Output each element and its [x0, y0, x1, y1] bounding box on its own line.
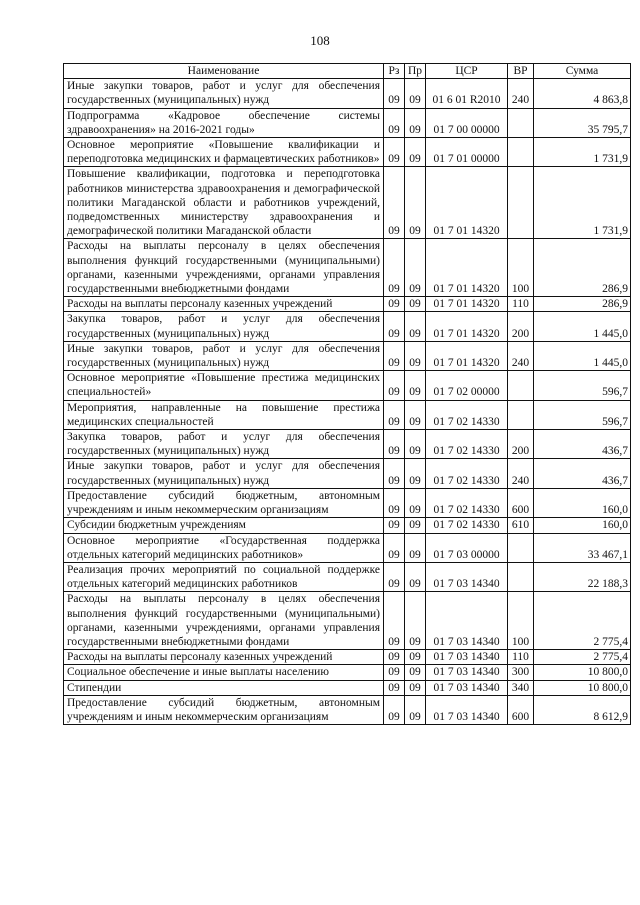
cell-pr: 09	[405, 430, 426, 459]
cell-sum: 4 863,8	[534, 79, 631, 108]
cell-pr: 09	[405, 297, 426, 312]
cell-pr: 09	[405, 400, 426, 429]
cell-csr: 01 7 02 14330	[426, 488, 508, 517]
cell-vr	[508, 562, 534, 591]
cell-vr: 200	[508, 312, 534, 341]
table-row	[64, 533, 631, 562]
cell-pr: 09	[405, 459, 426, 488]
cell-pr: 09	[405, 108, 426, 137]
cell-csr: 01 7 02 00000	[426, 371, 508, 400]
cell-name: Иные закупки товаров, работ и услуг для обеспечения государственных (муниципальных) нужд	[64, 459, 384, 488]
cell-pr: 09	[405, 239, 426, 297]
cell-sum: 8 612,9	[534, 695, 631, 724]
cell-name: Основное мероприятие «Государственная поддержка отдельных категорий медицинских работников»	[64, 533, 384, 562]
cell-vr	[508, 371, 534, 400]
cell-rz: 09	[384, 459, 405, 488]
cell-name: Основное мероприятие «Повышение квалификации и переподготовка медицинских и фармацевтических работников»	[64, 138, 384, 167]
cell-name: Закупка товаров, работ и услуг для обеспечения государственных (муниципальных) нужд	[64, 430, 384, 459]
cell-pr: 09	[405, 138, 426, 167]
cell-rz: 09	[384, 400, 405, 429]
table-row	[64, 592, 631, 650]
cell-vr: 300	[508, 665, 534, 680]
cell-vr: 100	[508, 592, 534, 650]
table-row	[64, 695, 631, 724]
cell-name: Расходы на выплаты персоналу в целях обеспечения выполнения функций государственными (муниципальными) органами, казенными учреждениями, органами управления государственными внебюджетными фондами	[64, 592, 384, 650]
cell-pr: 09	[405, 371, 426, 400]
header-rz: Рз	[384, 64, 405, 79]
table-row	[64, 459, 631, 488]
table-row	[64, 650, 631, 665]
cell-name: Реализация прочих мероприятий по социальной поддержке отдельных категорий медицинских работников	[64, 562, 384, 591]
table-row	[64, 371, 631, 400]
cell-sum: 1 731,9	[534, 138, 631, 167]
cell-csr: 01 7 03 14340	[426, 592, 508, 650]
cell-csr: 01 7 02 14330	[426, 459, 508, 488]
cell-name: Предоставление субсидий бюджетным, автономным учреждениям и иным некоммерческим организациям	[64, 488, 384, 517]
cell-vr: 110	[508, 650, 534, 665]
table-row	[64, 138, 631, 167]
cell-csr: 01 7 01 00000	[426, 138, 508, 167]
cell-sum: 2 775,4	[534, 592, 631, 650]
cell-sum: 1 731,9	[534, 167, 631, 239]
cell-rz: 09	[384, 695, 405, 724]
cell-rz: 09	[384, 239, 405, 297]
cell-vr: 240	[508, 341, 534, 370]
cell-pr: 09	[405, 167, 426, 239]
table-row	[64, 518, 631, 533]
cell-name: Закупка товаров, работ и услуг для обеспечения государственных (муниципальных) нужд	[64, 312, 384, 341]
cell-sum: 10 800,0	[534, 680, 631, 695]
cell-name: Иные закупки товаров, работ и услуг для обеспечения государственных (муниципальных) нужд	[64, 79, 384, 108]
cell-rz: 09	[384, 533, 405, 562]
cell-pr: 09	[405, 695, 426, 724]
table-row	[64, 312, 631, 341]
cell-csr: 01 7 01 14320	[426, 297, 508, 312]
cell-rz: 09	[384, 341, 405, 370]
cell-vr	[508, 167, 534, 239]
table-row	[64, 430, 631, 459]
cell-sum: 596,7	[534, 400, 631, 429]
cell-rz: 09	[384, 297, 405, 312]
cell-pr: 09	[405, 79, 426, 108]
cell-rz: 09	[384, 430, 405, 459]
table-row	[64, 297, 631, 312]
cell-vr: 110	[508, 297, 534, 312]
cell-name: Расходы на выплаты персоналу казенных учреждений	[64, 650, 384, 665]
cell-vr: 100	[508, 239, 534, 297]
cell-vr: 240	[508, 459, 534, 488]
cell-pr: 09	[405, 533, 426, 562]
cell-pr: 09	[405, 341, 426, 370]
cell-vr: 340	[508, 680, 534, 695]
cell-name: Расходы на выплаты персоналу казенных учреждений	[64, 297, 384, 312]
cell-pr: 09	[405, 592, 426, 650]
table-row	[64, 665, 631, 680]
cell-vr	[508, 533, 534, 562]
cell-sum: 33 467,1	[534, 533, 631, 562]
cell-pr: 09	[405, 665, 426, 680]
cell-csr: 01 7 01 14320	[426, 167, 508, 239]
cell-rz: 09	[384, 680, 405, 695]
cell-rz: 09	[384, 488, 405, 517]
cell-csr: 01 6 01 R2010	[426, 79, 508, 108]
table-row	[64, 79, 631, 108]
cell-sum: 596,7	[534, 371, 631, 400]
cell-name: Основное мероприятие «Повышение престижа медицинских специальностей»	[64, 371, 384, 400]
header-vr: ВР	[508, 64, 534, 79]
cell-rz: 09	[384, 167, 405, 239]
cell-rz: 09	[384, 79, 405, 108]
cell-sum: 22 188,3	[534, 562, 631, 591]
page-number: 108	[310, 33, 330, 48]
cell-sum: 286,9	[534, 239, 631, 297]
cell-csr: 01 7 03 14340	[426, 695, 508, 724]
cell-rz: 09	[384, 592, 405, 650]
cell-csr: 01 7 03 14340	[426, 650, 508, 665]
cell-vr: 600	[508, 488, 534, 517]
cell-name: Подпрограмма «Кадровое обеспечение системы здравоохранения» на 2016-2021 годы»	[64, 108, 384, 137]
cell-csr: 01 7 01 14320	[426, 341, 508, 370]
cell-rz: 09	[384, 665, 405, 680]
budget-table	[63, 63, 631, 725]
cell-csr: 01 7 01 14320	[426, 312, 508, 341]
cell-vr: 200	[508, 430, 534, 459]
cell-pr: 09	[405, 650, 426, 665]
table-row	[64, 400, 631, 429]
cell-csr: 01 7 03 14340	[426, 665, 508, 680]
header-pr: Пр	[405, 64, 426, 79]
table-header-row	[64, 64, 631, 79]
cell-sum: 35 795,7	[534, 108, 631, 137]
cell-rz: 09	[384, 650, 405, 665]
table-row	[64, 167, 631, 239]
cell-vr: 240	[508, 79, 534, 108]
cell-name: Повышение квалификации, подготовка и переподготовка работников министерства здравоохранения и демографической политики Магаданской области и работников учреждений, подведомственных министерству здравоохранения и демографической политики Магаданской области	[64, 167, 384, 239]
cell-rz: 09	[384, 562, 405, 591]
cell-csr: 01 7 01 14320	[426, 239, 508, 297]
cell-vr: 600	[508, 695, 534, 724]
cell-vr	[508, 108, 534, 137]
cell-vr	[508, 400, 534, 429]
cell-rz: 09	[384, 518, 405, 533]
table-row	[64, 341, 631, 370]
cell-sum: 1 445,0	[534, 341, 631, 370]
cell-sum: 436,7	[534, 459, 631, 488]
header-csr: ЦСР	[426, 64, 508, 79]
cell-name: Предоставление субсидий бюджетным, автономным учреждениям и иным некоммерческим организациям	[64, 695, 384, 724]
cell-rz: 09	[384, 312, 405, 341]
cell-pr: 09	[405, 488, 426, 517]
cell-csr: 01 7 02 14330	[426, 400, 508, 429]
header-sum: Сумма	[534, 64, 631, 79]
cell-name: Мероприятия, направленные на повышение престижа медицинских специальностей	[64, 400, 384, 429]
cell-vr: 610	[508, 518, 534, 533]
cell-sum: 2 775,4	[534, 650, 631, 665]
cell-sum: 10 800,0	[534, 665, 631, 680]
cell-rz: 09	[384, 371, 405, 400]
cell-csr: 01 7 02 14330	[426, 518, 508, 533]
cell-rz: 09	[384, 138, 405, 167]
cell-sum: 436,7	[534, 430, 631, 459]
cell-sum: 1 445,0	[534, 312, 631, 341]
cell-pr: 09	[405, 312, 426, 341]
table-row	[64, 562, 631, 591]
table-row	[64, 488, 631, 517]
cell-vr	[508, 138, 534, 167]
cell-name: Социальное обеспечение и иные выплаты населению	[64, 665, 384, 680]
cell-sum: 160,0	[534, 488, 631, 517]
cell-rz: 09	[384, 108, 405, 137]
cell-csr: 01 7 03 00000	[426, 533, 508, 562]
table-body	[64, 79, 631, 725]
cell-pr: 09	[405, 680, 426, 695]
cell-csr: 01 7 00 00000	[426, 108, 508, 137]
cell-pr: 09	[405, 562, 426, 591]
table-row	[64, 108, 631, 137]
cell-sum: 286,9	[534, 297, 631, 312]
header-name: Наименование	[64, 64, 384, 79]
table-row	[64, 239, 631, 297]
cell-csr: 01 7 03 14340	[426, 680, 508, 695]
cell-name: Иные закупки товаров, работ и услуг для обеспечения государственных (муниципальных) нужд	[64, 341, 384, 370]
cell-csr: 01 7 03 14340	[426, 562, 508, 591]
cell-name: Субсидии бюджетным учреждениям	[64, 518, 384, 533]
table-row	[64, 680, 631, 695]
cell-name: Расходы на выплаты персоналу в целях обеспечения выполнения функций государственными (муниципальными) органами, казенными учреждениями, органами управления государственными внебюджетными фондами	[64, 239, 384, 297]
cell-sum: 160,0	[534, 518, 631, 533]
cell-name: Стипендии	[64, 680, 384, 695]
cell-csr: 01 7 02 14330	[426, 430, 508, 459]
cell-pr: 09	[405, 518, 426, 533]
